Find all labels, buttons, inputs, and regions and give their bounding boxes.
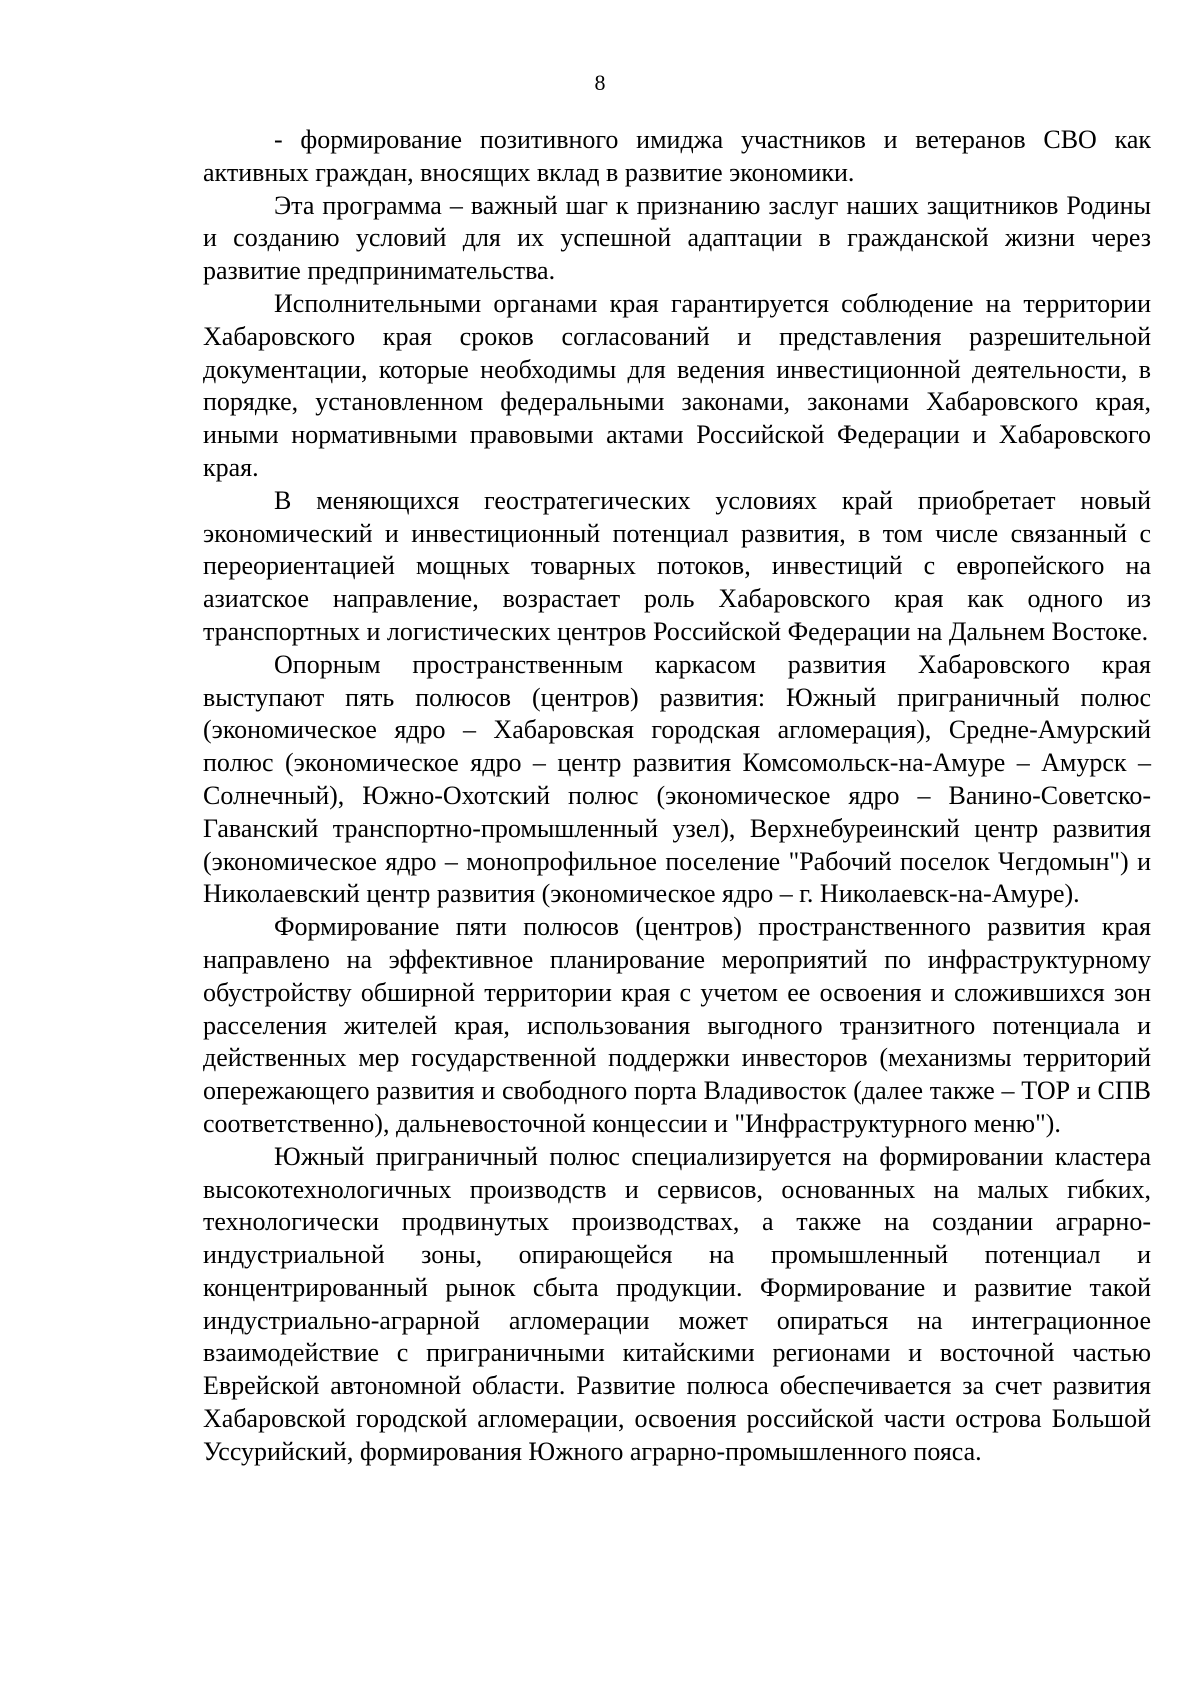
paragraph-southern-pole: Южный приграничный полюс специализируется на формировании кластера высокотехнологичных производств и сервисов, основанных на малых гибких, технологически продвинутых производствах, а также на создании аграрно-индустриальной зоны, опирающейся на промышленный потенциал и концентрированный рынок сбыта продукции. Формирование и развитие такой индустриально-аграрной агломерации может опираться на интеграционное взаимодействие с приграничными китайскими регионами и восточной частью Еврейской автономной области. Развитие полюса обеспечивается за счет развития Хабаровской городской агломерации, освоения российской части острова Большой Уссурийский, формирования Южного аграрно-промышленного пояса. (203, 1141, 1151, 1466)
document-body (203, 124, 1151, 1469)
paragraph-geostrategic-conditions: В меняющихся геостратегических условиях край приобретает новый экономический и инвестиционный потенциал развития, в том числе связанный с переориентацией мощных товарных потоков, инвестиций с европейского на азиатское направление, возрастает роль Хабаровского края как одного из транспортных и логистических центров Российской Федерации на Дальнем Востоке. (203, 485, 1151, 646)
page-number: 8 (594, 70, 606, 95)
paragraph-poles-formation: Формирование пяти полюсов (центров) пространственного развития края направлено на эффективное планирование мероприятий по инфраструктурному обустройству обширной территории края с учетом ее освоения и сложившихся зон расселения жителей края, использования выгодного транзитного потенциала и действенных мер государственной поддержки инвесторов (механизмы территорий опережающего развития и свободного порта Владивосток (далее также – ТОР и СПВ соответственно), дальневосточной концессии и "Инфраструктурного меню"). (203, 912, 1151, 1138)
paragraph-svo-image: - формирование позитивного имиджа участников и ветеранов СВО как активных граждан, вносящих вклад в развитие экономики. (203, 125, 1151, 187)
paragraph-executive-bodies: Исполнительными органами края гарантируется соблюдение на территории Хабаровского края сроков согласований и представления разрешительной документации, которые необходимы для ведения инвестиционной деятельности, в порядке, установленном федеральными законами, законами Хабаровского края, иными нормативными правовыми актами Российской Федерации и Хабаровского края. (203, 288, 1151, 482)
paragraph-program-significance: Эта программа – важный шаг к признанию заслуг наших защитников Родины и созданию условий для их успешной адаптации в гражданской жизни через развитие предпринимательства. (203, 190, 1151, 286)
paragraph-development-poles: Опорным пространственным каркасом развития Хабаровского края выступают пять полюсов (центров) развития: Южный приграничный полюс (экономическое ядро – Хабаровская городская агломерация), Средне-Амурский полюс (экономическое ядро – центр развития Комсомольск-на-Амуре – Амурск – Солнечный), Южно-Охотский полюс (экономическое ядро – Ванино-Советско-Гаванский транспортно-промышленный узел), Верхнебуреинский центр развития (экономическое ядро – монопрофильное поселение "Рабочий поселок Чегдомын") и Николаевский центр развития (экономическое ядро – г. Николаевск-на-Амуре). (203, 649, 1151, 909)
